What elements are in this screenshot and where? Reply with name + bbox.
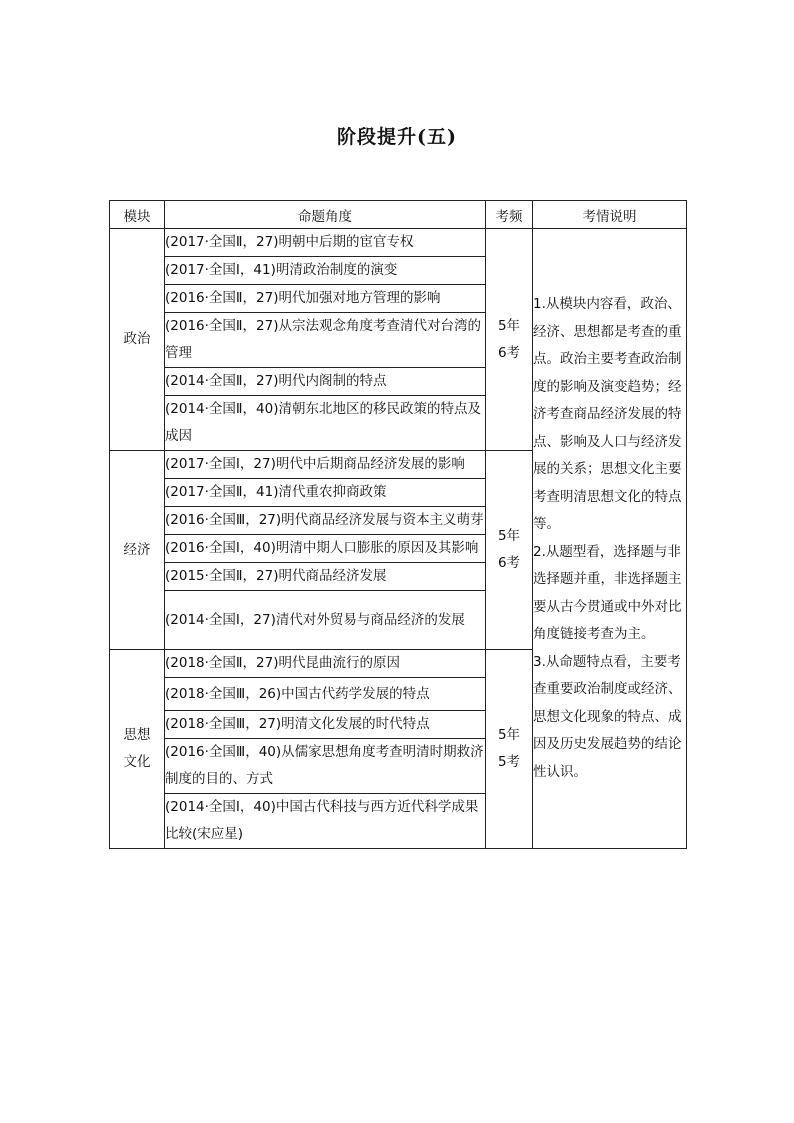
topic-cell: (2014·全国Ⅱ，40)清朝东北地区的移民政策的特点及成因 <box>165 396 486 451</box>
module-label-line: 思想 <box>123 727 151 743</box>
topic-cell: (2018·全国Ⅲ，26)中国古代药学发展的特点 <box>165 678 486 711</box>
topic-cell: (2018·全国Ⅱ，27)明代昆曲流行的原因 <box>165 650 486 678</box>
exam-notes <box>533 229 687 849</box>
topic-cell: (2017·全国Ⅱ，41)清代重农抑商政策 <box>165 479 486 507</box>
topic-cell: (2017·全国Ⅱ，27)明朝中后期的宦官专权 <box>165 229 486 257</box>
module-thought-culture <box>110 650 165 849</box>
topic-cell: (2016·全国Ⅰ，40)明清中期人口膨胀的原因及其影响 <box>165 535 486 563</box>
freq-politics <box>486 229 533 451</box>
exam-analysis-table <box>109 200 687 849</box>
freq-years: 5年 <box>497 528 521 544</box>
page-title: 阶段提升(五) <box>337 126 457 148</box>
topic-cell: (2018·全国Ⅲ，27)明清文化发展的时代特点 <box>165 711 486 739</box>
header-angle: 命题角度 <box>165 201 486 229</box>
topic-cell: (2017·全国Ⅰ，27)明代中后期商品经济发展的影响 <box>165 451 486 479</box>
topic-cell: (2017·全国Ⅰ，41)明清政治制度的演变 <box>165 257 486 285</box>
header-freq: 考频 <box>486 201 533 229</box>
topic-cell: (2014·全国Ⅰ，40)中国古代科技与西方近代科学成果比较(宋应星) <box>165 794 486 849</box>
topic-cell: (2016·全国Ⅲ，27)明代商品经济发展与资本主义萌芽 <box>165 507 486 535</box>
header-desc: 考情说明 <box>533 201 687 229</box>
note-1: 1.从模块内容看，政治、经济、思想都是考查的重点。政治主要考查政治制度的影响及演变趋势；经济考查商品经济发展的特点、影响及人口与经济发展的关系；思想文化主要考查明清思想文化的特点等。 <box>533 296 682 532</box>
freq-years: 5年 <box>497 727 521 743</box>
module-economy: 经济 <box>110 451 165 650</box>
topic-cell: (2014·全国Ⅰ，27)清代对外贸易与商品经济的发展 <box>165 591 486 650</box>
module-label-line: 文化 <box>123 754 151 770</box>
freq-thought-culture <box>486 650 533 849</box>
note-3: 3.从命题特点看，主要考查重要政治制度或经济、思想文化现象的特点、成因及历史发展趋势的结论性认识。 <box>533 653 682 780</box>
note-2: 2.从题型看，选择题与非选择题并重，非选择题主要从古今贯通或中外对比角度链接考查为主。 <box>533 543 682 642</box>
topic-cell: (2016·全国Ⅱ，27)明代加强对地方管理的影响 <box>165 285 486 313</box>
topic-cell: (2014·全国Ⅱ，27)明代内阁制的特点 <box>165 368 486 396</box>
topic-cell: (2016·全国Ⅲ，40)从儒家思想角度考查明清时期救济制度的目的、方式 <box>165 739 486 794</box>
header-module: 模块 <box>110 201 165 229</box>
freq-years: 5年 <box>497 317 521 334</box>
freq-economy <box>486 451 533 650</box>
freq-count: 5考 <box>497 754 521 770</box>
table-header-row <box>110 201 687 229</box>
topic-cell: (2015·全国Ⅱ，27)明代商品经济发展 <box>165 563 486 591</box>
topic-cell: (2016·全国Ⅱ，27)从宗法观念角度考查清代对台湾的管理 <box>165 313 486 368</box>
freq-count: 6考 <box>497 555 521 571</box>
freq-count: 6考 <box>497 344 521 361</box>
module-politics: 政治 <box>110 229 165 451</box>
table-row <box>110 229 687 257</box>
